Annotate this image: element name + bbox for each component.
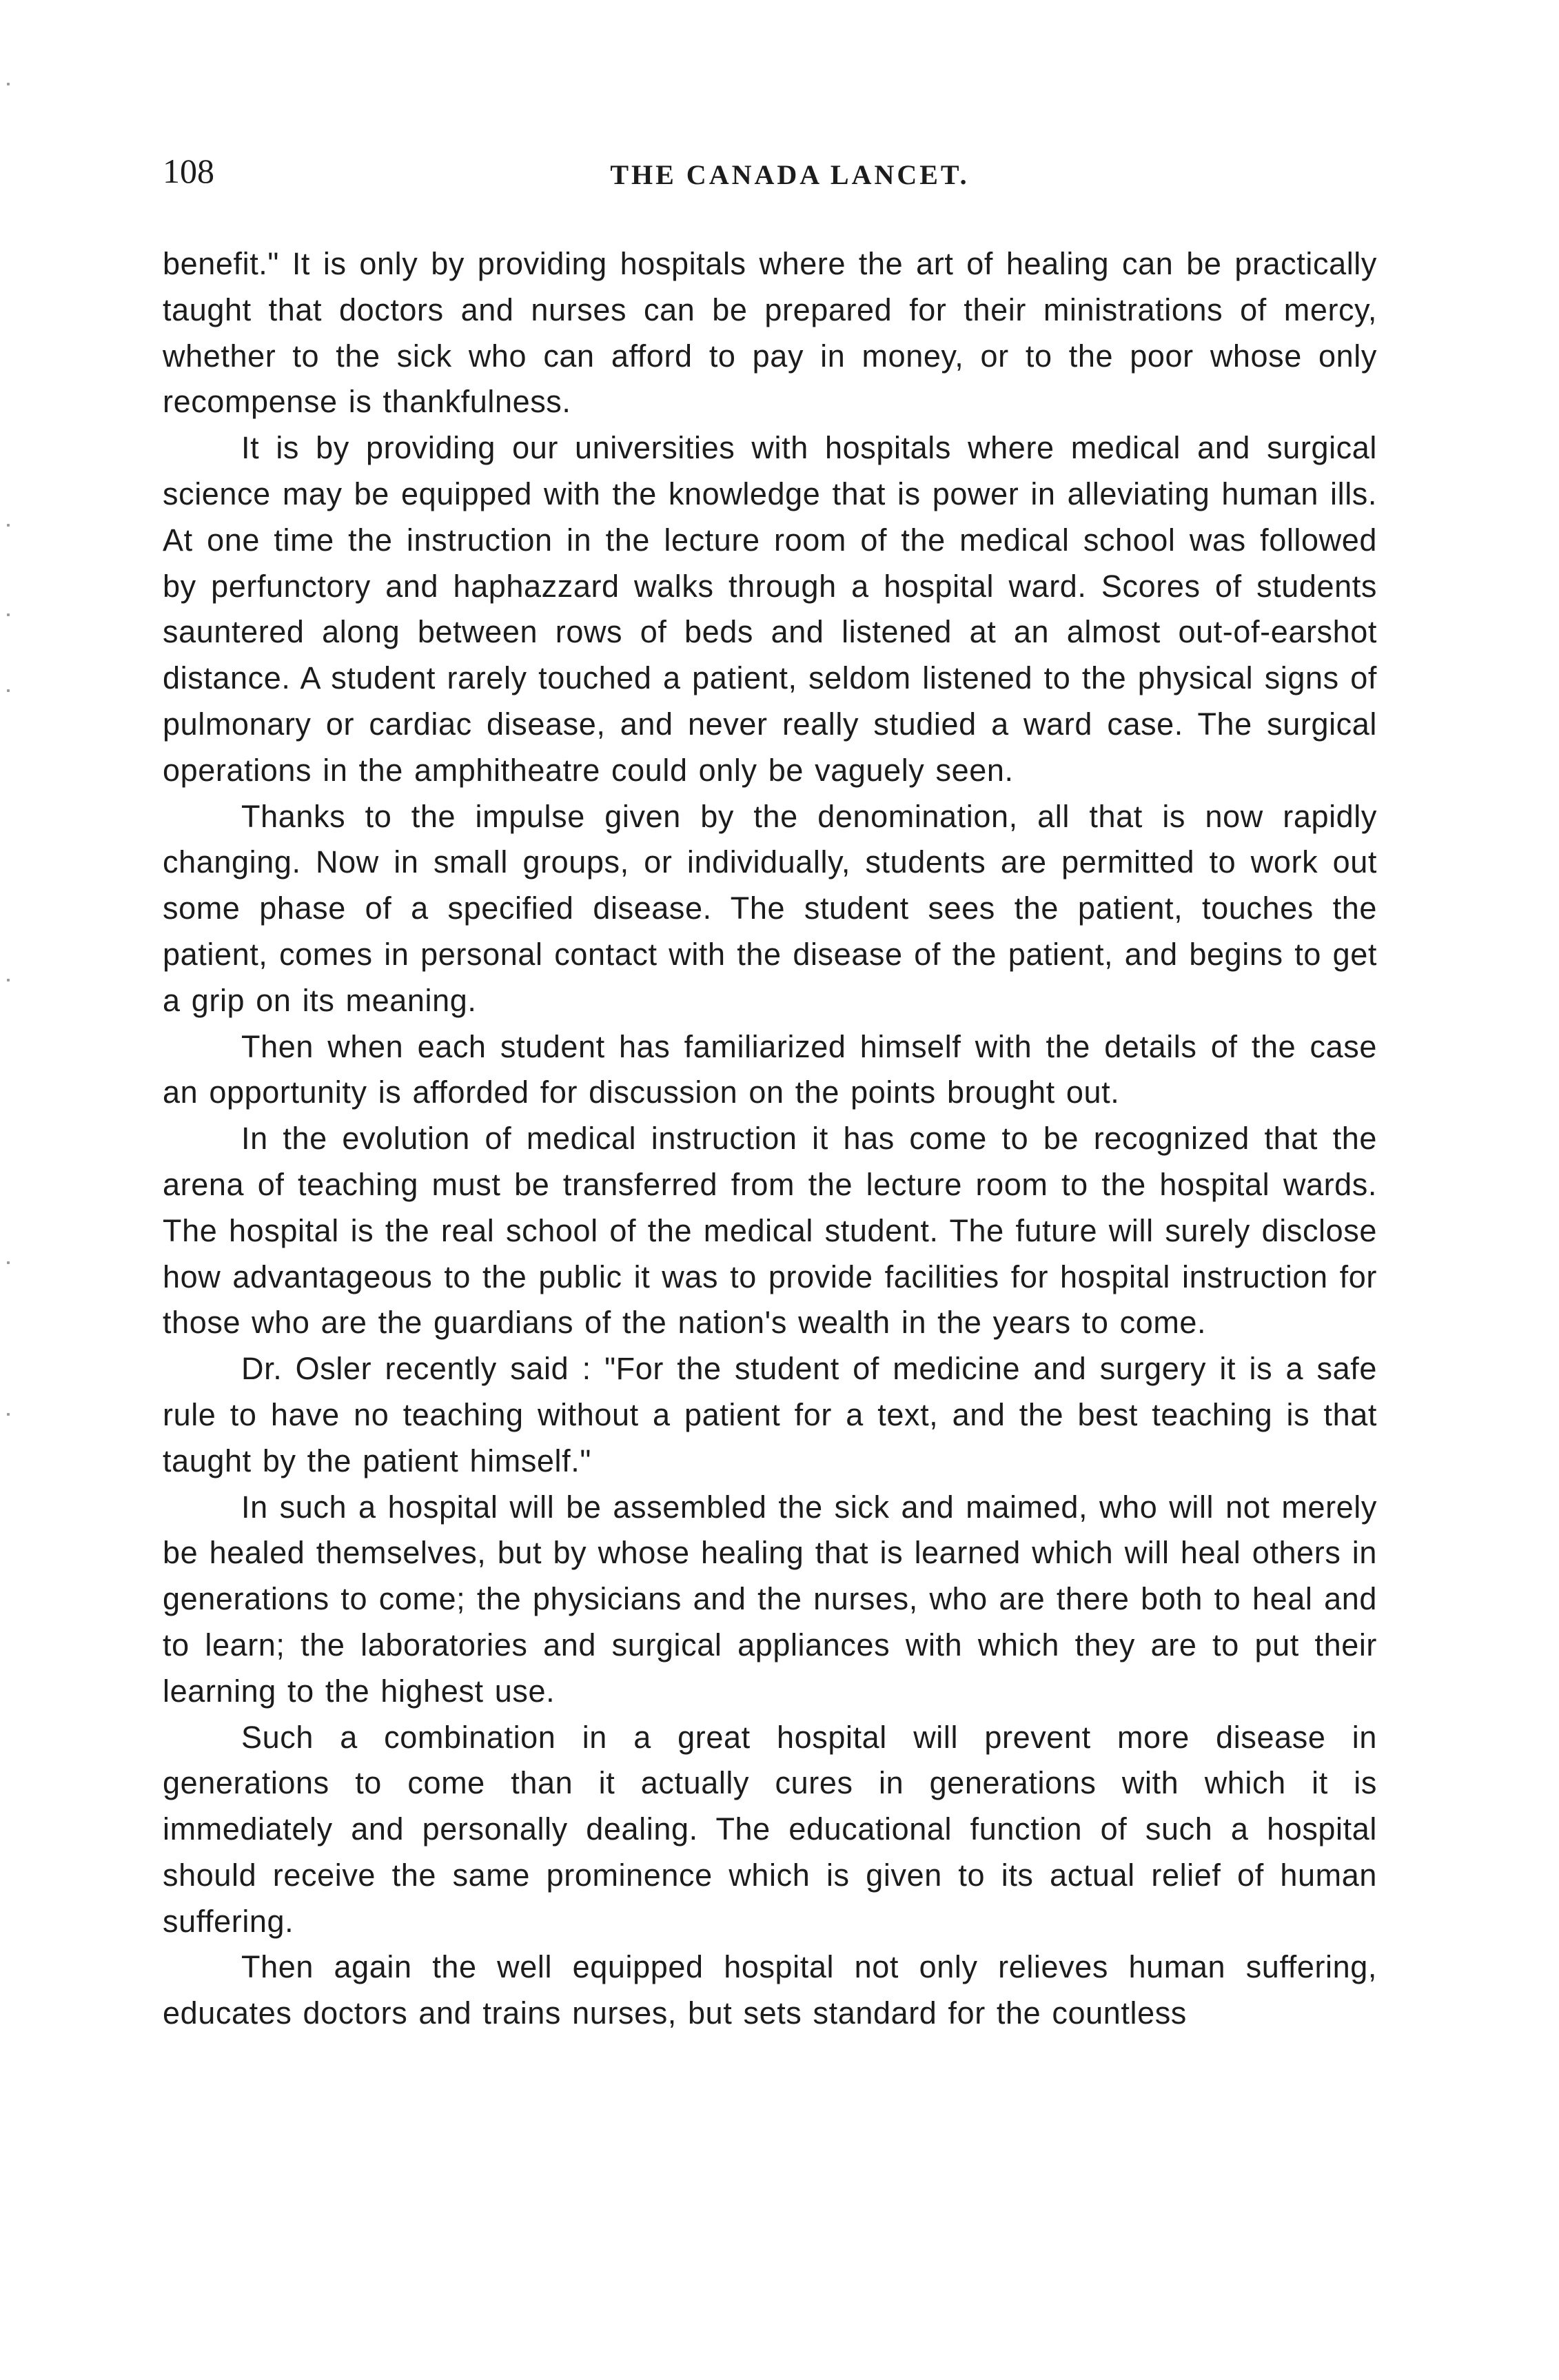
body-text: [163, 241, 1377, 2037]
running-title: THE CANADA LANCET.: [610, 159, 970, 190]
paragraph: It is by providing our universities with hospitals where medical and surgical science may be equipped with the knowledge that is power in alleviating human ills. At one time the instruction in the lecture room of the medical school was followed by perfunctory and haphazzard walks through a hospital ward. Scores of students sauntered along between rows of beds and listened at an almost out-of-earshot distance. A student rarely touched a patient, seldom listened to the physical signs of pulmonary or cardiac disease, and never really studied a ward case. The surgical operations in the amphitheatre could only be vaguely seen.: [163, 430, 1377, 788]
page-number: 108: [163, 152, 214, 190]
page-header: [163, 150, 1376, 199]
paragraph-quote: Dr. Osler recently said : "For the student of medicine and surgery it is a safe rule to have no teaching without a patient for a text, and the best teaching is that taught by the patient himself.": [163, 1351, 1377, 1478]
paragraph-continues: Then again the well equipped hospital not only relieves human suffering, educates doctors and trains nurses, but sets standard for the countless: [163, 1949, 1377, 2031]
paragraph: In such a hospital will be assembled the sick and maimed, who will not merely be healed themselves, but by whose healing that is learned which will heal others in generations to come; the physicians and the nurses, who are there both to heal and to learn; the laboratories and surgical appliances with which they are to put their learning to the highest use.: [163, 1489, 1377, 1709]
margin-speck: [7, 689, 10, 692]
paragraph: Such a combination in a great hospital will prevent more disease in generations to come than it actually cures in generations with which it is immediately and personally dealing. The educational function of such a hospital should receive the same prominence which is given to its actual relief of human suffering.: [163, 1719, 1377, 1939]
paragraph: Then when each student has familiarized himself with the details of the case an opportunity is afforded for discussion on the points brought out.: [163, 1028, 1377, 1110]
margin-specks: [7, 0, 15, 2380]
margin-speck: [7, 524, 10, 527]
paragraph: In the evolution of medical instruction it has come to be recognized that the arena of teaching must be transferred from the lecture room to the hospital wards. The hospital is the real school of the medical student. The future will surely disclose how advantageous to the public it was to provide facilities for hospital instruction for those who are the guardians of the nation's wealth in the years to come.: [163, 1121, 1377, 1341]
margin-speck: [7, 1413, 10, 1416]
margin-speck: [7, 979, 10, 982]
margin-speck: [7, 83, 10, 85]
margin-speck: [7, 613, 10, 616]
margin-speck: [7, 1261, 10, 1264]
paragraph: Thanks to the impulse given by the denomination, all that is now rapidly changing. Now in small groups, or individually, students are permitted to work out some phase of a specified disease. The student sees the patient, touches the patient, comes in personal contact with the disease of the patient, and begins to get a grip on its meaning.: [163, 798, 1377, 1018]
paragraph-continued: benefit." It is only by providing hospitals where the art of healing can be practically taught that doctors and nurses can be prepared for their ministrations of mercy, whether to the sick who can afford to pay in money, or to the poor whose only recompense is thankfulness.: [163, 246, 1377, 420]
